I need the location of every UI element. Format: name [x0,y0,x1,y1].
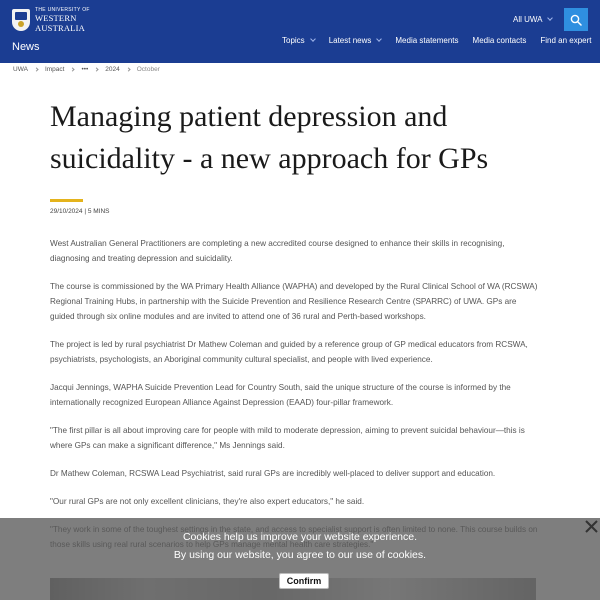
nav-label: Latest news [328,36,372,45]
cookie-banner [0,518,600,600]
article-title: Managing patient depression and suicidality - a new approach for GPs [50,100,489,175]
article-paragraph: West Australian General Practitioners are completing a new accredited course designed to enhance their skills in recognising, diagnosing and treating depression and suicidality. [50,239,505,263]
nav-topics[interactable] [282,36,315,45]
breadcrumb-ellipsis[interactable]: ••• [81,66,89,73]
close-icon[interactable] [583,518,599,534]
cookie-confirm-button[interactable]: Confirm [279,573,329,589]
nav-label: Topics [282,36,305,45]
breadcrumb-item-year[interactable]: 2024 [105,66,120,73]
all-uwa-label: All UWA [513,15,543,24]
nav-media-statements[interactable] [395,36,458,45]
chevron-down-icon [377,36,383,42]
site-header [0,0,600,63]
chevron-right-icon [126,67,130,71]
article-meta: 29/10/2024 | 5 MINS [50,208,110,215]
article-paragraph: "Our rural GPs are not only excellent clinicians, they're also expert educators," he said. [50,497,365,506]
cookie-message-line-2: By using our website, you agree to our use of cookies. [173,549,427,561]
all-uwa-dropdown[interactable] [513,15,552,24]
nav-media-contacts[interactable] [473,36,527,45]
logo-line-2: AUSTRALIA [35,22,85,33]
logo-line-1: WESTERN [35,13,77,23]
main-nav [282,36,591,45]
article-paragraph: Jacqui Jennings, WAPHA Suicide Prevention Lead for Country South, said the unique structure of the course is informed by the internationally recognized European Alliance Against Depression (EAAD) four-pillar framework. [50,383,511,407]
search-icon [570,14,582,26]
section-title[interactable]: News [12,41,40,53]
chevron-right-icon [34,67,38,71]
nav-label: Media contacts [472,36,527,45]
title-accent-divider [50,199,83,202]
breadcrumb-item-impact[interactable]: Impact [44,66,65,73]
article-paragraph: The project is led by rural psychiatrist Dr Mathew Coleman and guided by a reference group of GP medical educators from RCSWA, psychiatrists, psychologists, an Aboriginal community cultural specialist, and people with lived experience. [50,340,528,364]
nav-latest-news[interactable] [329,36,382,45]
breadcrumb-item-uwa[interactable]: UWA [13,66,28,73]
chevron-right-icon [71,67,75,71]
article-body [50,236,538,565]
chevron-right-icon [95,67,99,71]
nav-label: Media statements [395,36,459,45]
article-paragraph: "The first pillar is all about improving care for people with mild to moderate depression, aiming to prevent suicidal behaviour—this is where GPs can make a significant difference," Ms Jennings said. [50,426,525,450]
chevron-down-icon [310,36,316,42]
article-paragraph: The course is commissioned by the WA Primary Health Alliance (WAPHA) and developed by the Rural Clinical School of WA (RCSWA) Regional Training Hubs, in partnership with the Suicide Prevention and Resilience Research Centre (SPARRC) of UWA. GPs are guided through six online modules and are invited to attend one of 36 rural and Perth-based workshops. [50,282,538,321]
logo-small-text: THE UNIVERSITY OF [35,7,90,13]
logo-text [35,8,90,32]
nav-label: Find an expert [540,36,592,45]
cookie-message-line-1: Cookies help us improve your website experience. [182,531,418,543]
nav-find-an-expert[interactable] [540,36,591,45]
uwa-crest-icon [12,9,30,31]
chevron-down-icon [548,15,554,21]
breadcrumb [13,66,160,73]
uwa-logo[interactable] [12,8,90,32]
search-button[interactable] [564,8,588,31]
article-paragraph: Dr Mathew Coleman, RCSWA Lead Psychiatrist, said rural GPs are incredibly well-placed to deliver support and education. [50,469,496,478]
breadcrumb-current: October [136,66,160,73]
